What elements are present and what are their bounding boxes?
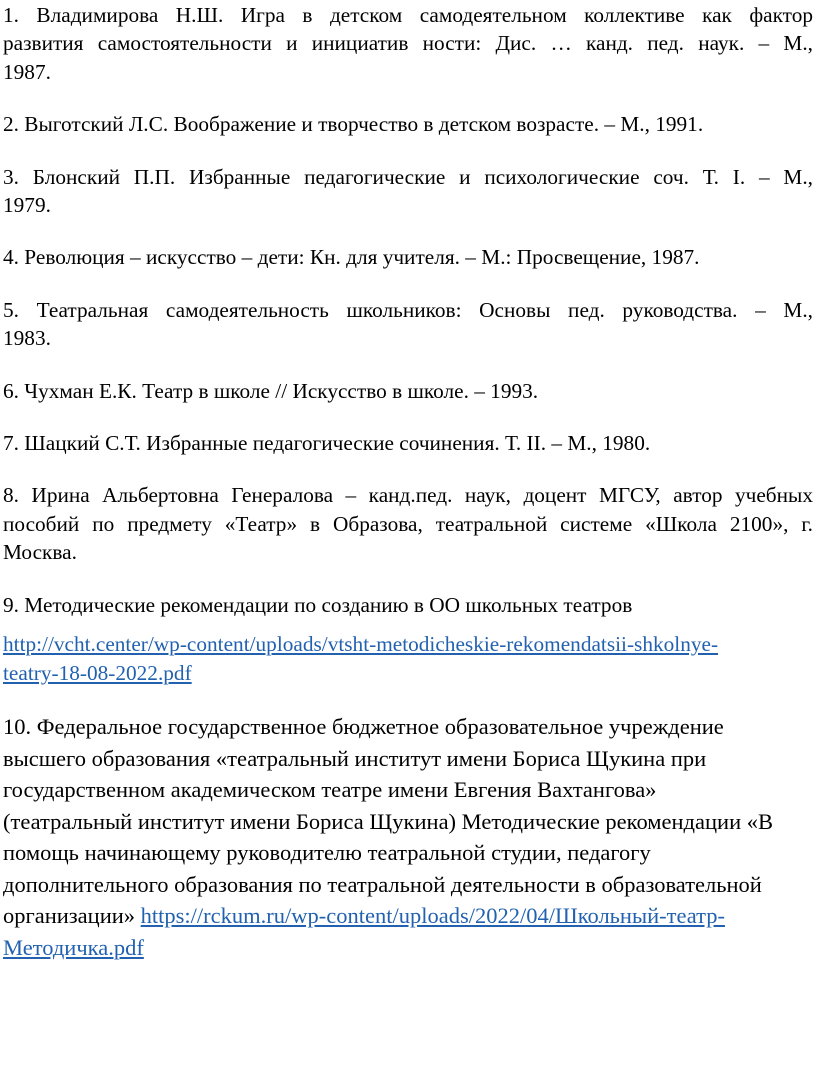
reference-text: 1983. [3, 326, 51, 351]
reference-line [3, 58, 813, 86]
reference-list [3, 1, 813, 964]
reference-9-link [3, 630, 813, 687]
reference-10 [3, 711, 813, 964]
reference-line [3, 711, 813, 743]
reference-line [3, 932, 813, 964]
reference-text: 9. Методические рекомендации по созданию в ОО школьных театров [3, 592, 633, 617]
reference-text: организации» [3, 903, 141, 929]
reference-text: 8. Ирина Альбертовна Генералова – канд.пед. наук, доцент МГСУ, автор учебных [3, 483, 813, 508]
reference-text: 7. Шацкий С.Т. Избранные педагогические сочинения. Т. II. – М., 1980. [3, 431, 651, 456]
reference-9 [3, 591, 813, 619]
reference-line [3, 510, 813, 538]
reference-text: высшего образования «театральный институт имени Бориса Щукина при [3, 745, 707, 771]
reference-8 [3, 481, 813, 566]
reference-text: (театральный институт имени Бориса Щукина) Методические рекомендации «В [3, 808, 773, 834]
reference-6 [3, 377, 813, 405]
reference-link[interactable]: Методичка.pdf [3, 935, 144, 961]
reference-1 [3, 1, 813, 86]
reference-text: 5. Театральная самодеятельность школьников: Основы пед. руководства. – М., [3, 297, 813, 322]
reference-text: дополнительного образования по театральной деятельности в образовательной [3, 871, 762, 897]
reference-text: 1979. [3, 193, 51, 218]
reference-line [3, 481, 813, 509]
reference-text: 10. Федеральное государственное бюджетное образовательное учреждение [3, 713, 724, 739]
reference-line [3, 163, 813, 191]
reference-link[interactable]: https://rckum.ru/wp-content/uploads/2022/04/Школьный-театр- [140, 903, 725, 929]
reference-line [3, 429, 813, 457]
reference-line [3, 743, 813, 775]
reference-text: развития самостоятельности и инициатив ности: Дис. … канд. пед. наук. – М., [3, 31, 813, 56]
reference-line [3, 324, 813, 352]
reference-line [3, 591, 813, 619]
reference-text: 2. Выготский Л.С. Воображение и творчество в детском возрасте. – М., 1991. [3, 112, 704, 137]
reference-text: помощь начинающему руководителю театральной студии, педагогу [3, 840, 651, 866]
reference-text: пособий по предмету «Театр» в Образова, театральной системе «Школа 2100», г. [3, 511, 813, 536]
reference-line [3, 774, 813, 806]
reference-line [3, 659, 813, 687]
reference-4 [3, 243, 813, 271]
reference-link[interactable]: http://vcht.center/wp-content/uploads/vtsht-metodicheskie-rekomendatsii-shkolnye- [3, 632, 719, 657]
reference-line [3, 29, 813, 57]
reference-5 [3, 296, 813, 353]
reference-2 [3, 110, 813, 138]
reference-3 [3, 163, 813, 220]
reference-line [3, 1, 813, 29]
reference-line [3, 110, 813, 138]
reference-text: 1. Владимирова Н.Ш. Игра в детском самодеятельном коллективе как фактор [3, 3, 813, 27]
reference-line [3, 243, 813, 271]
reference-line [3, 837, 813, 869]
reference-line [3, 377, 813, 405]
reference-text: 4. Революция – искусство – дети: Кн. для учителя. – М.: Просвещение, 1987. [3, 245, 700, 270]
reference-line [3, 538, 813, 566]
reference-line [3, 191, 813, 219]
reference-text: Москва. [3, 540, 77, 565]
reference-text: 1987. [3, 59, 51, 84]
reference-text: 6. Чухман Е.К. Театр в школе // Искусство в школе. – 1993. [3, 378, 539, 403]
reference-text: 3. Блонский П.П. Избранные педагогические и психологические соч. Т. I. – М., [3, 164, 813, 189]
reference-7 [3, 429, 813, 457]
reference-line [3, 296, 813, 324]
reference-line [3, 900, 813, 932]
reference-link[interactable]: teatry-18-08-2022.pdf [3, 660, 192, 685]
reference-line [3, 806, 813, 838]
reference-line [3, 630, 813, 658]
reference-text: государственном академическом театре имени Евгения Вахтангова» [3, 777, 657, 803]
reference-line [3, 869, 813, 901]
